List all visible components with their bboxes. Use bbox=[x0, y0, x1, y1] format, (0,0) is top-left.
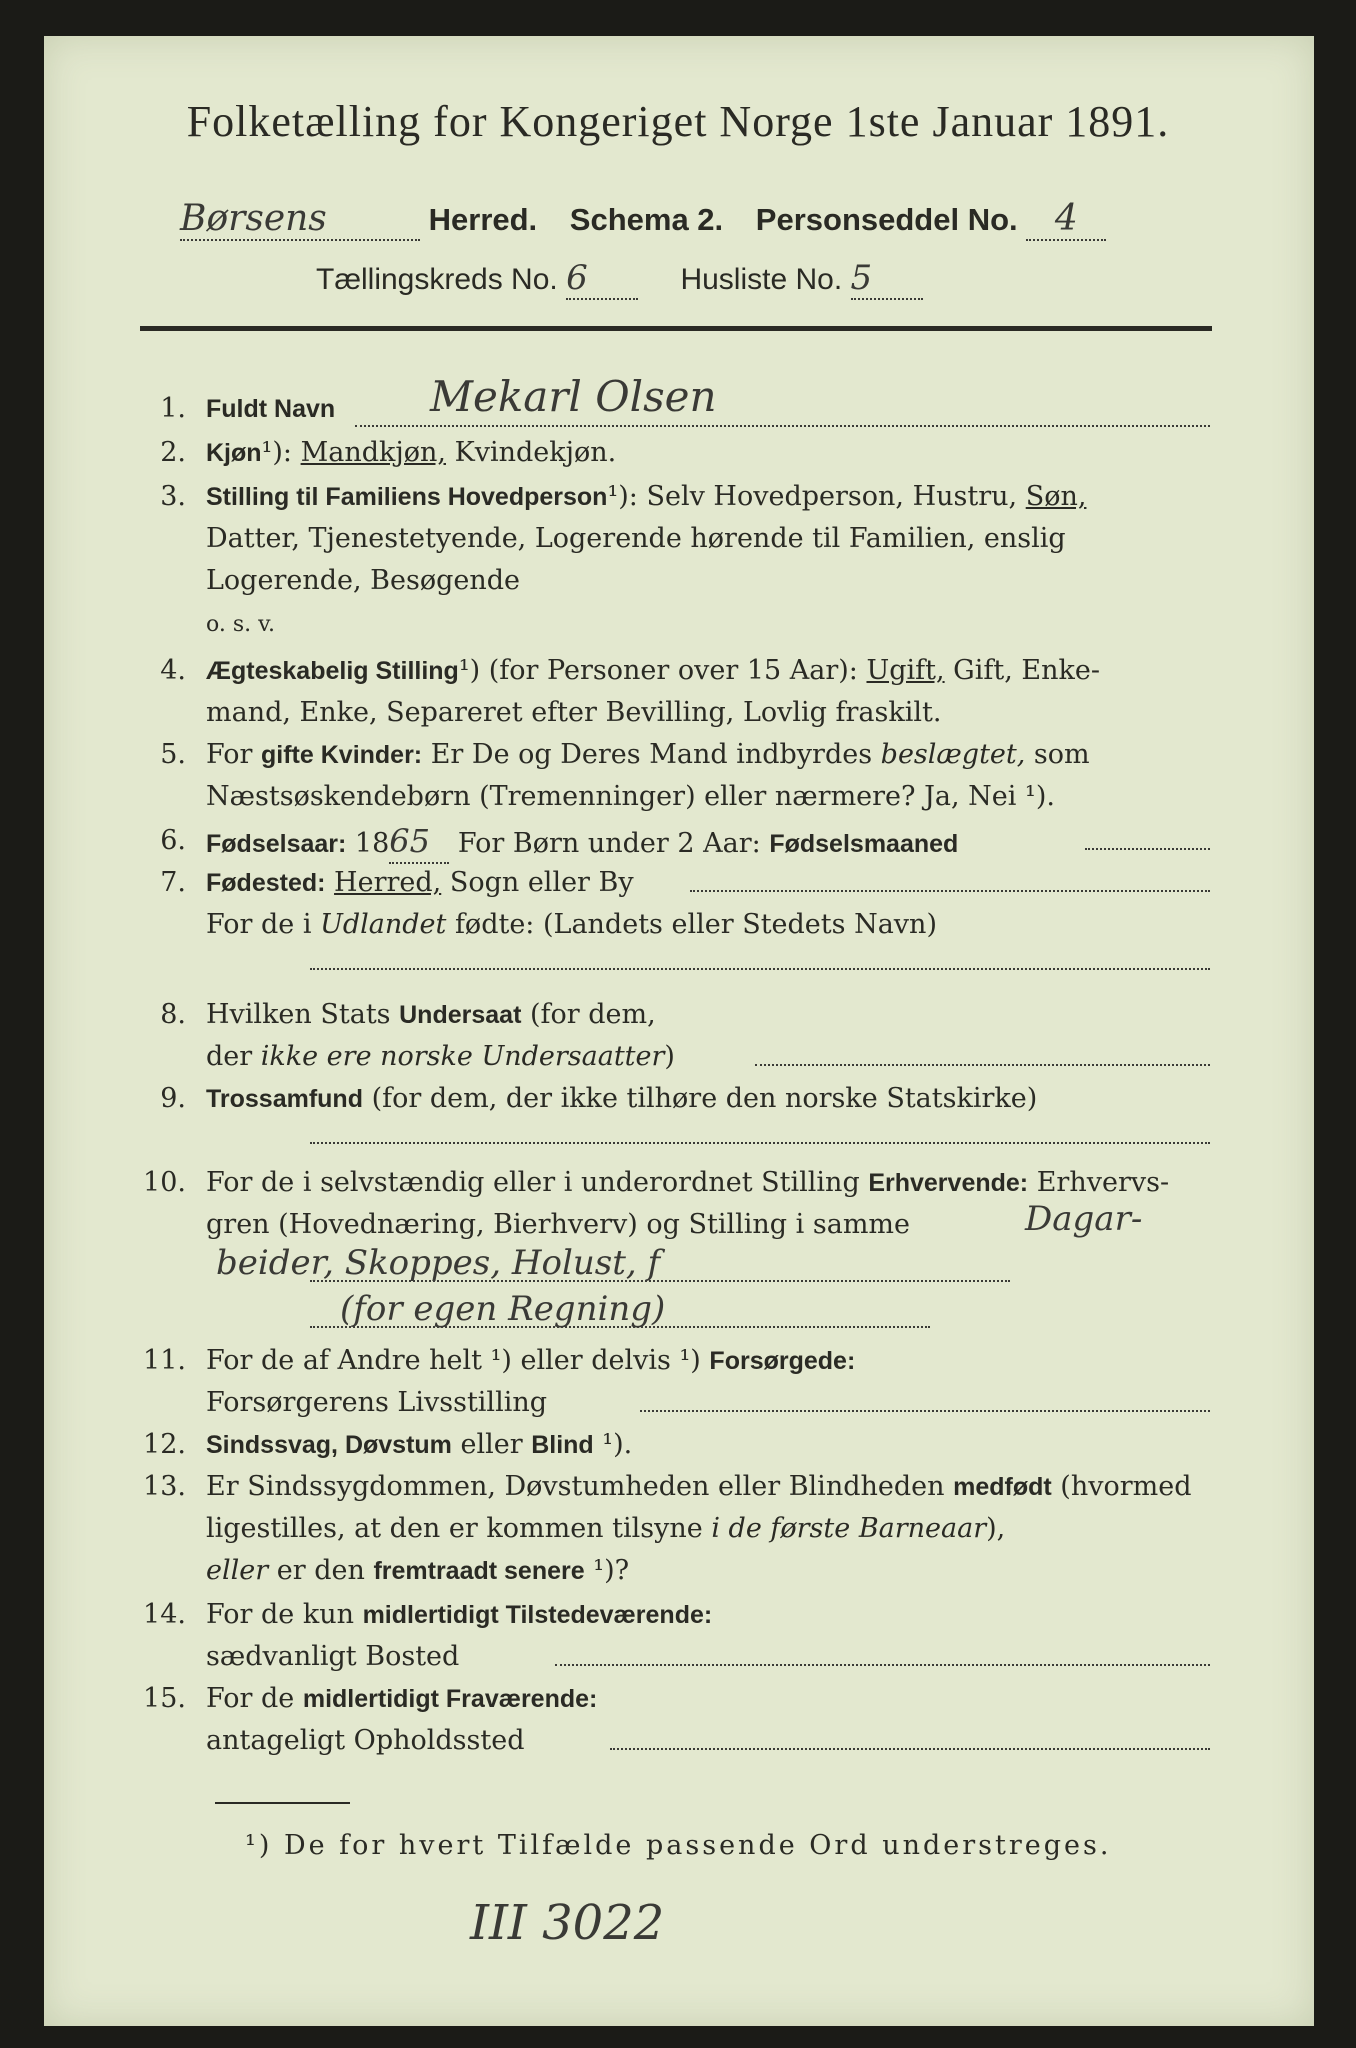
birth-year-value[interactable]: 65 bbox=[389, 820, 449, 864]
field-text: beslægtet, bbox=[880, 739, 1026, 770]
field-text: Forsørgerens Livsstilling bbox=[206, 1387, 548, 1418]
field-text: ¹). bbox=[593, 1429, 633, 1460]
field-text: Datter, Tjenestetyende, Logerende hørende til Familien, enslig bbox=[206, 523, 1066, 554]
birthplace-dotted-line[interactable] bbox=[690, 890, 1210, 892]
field-text: For de af Andre helt ¹) eller delvis ¹) bbox=[206, 1345, 710, 1376]
field-text: Hvilken Stats bbox=[206, 999, 400, 1030]
religion-dotted-line[interactable] bbox=[310, 1142, 1210, 1144]
field-label: Fødselsaar: bbox=[206, 830, 347, 858]
field-text: eller bbox=[451, 1429, 532, 1460]
schema-label: Schema 2. bbox=[569, 202, 724, 237]
field-text: eller bbox=[206, 1555, 269, 1586]
field-text: (for dem, bbox=[521, 999, 656, 1030]
field-text: der bbox=[206, 1041, 261, 1072]
field-number: 13. bbox=[143, 1471, 186, 1502]
field-number: 3. bbox=[160, 481, 186, 512]
herred-value[interactable]: Børsens bbox=[180, 198, 420, 241]
occupation-value-line2[interactable]: beider, Skoppes, Holust, f bbox=[216, 1243, 661, 1283]
field-text: For de i bbox=[206, 909, 321, 940]
husliste-value[interactable]: 5 bbox=[851, 258, 923, 300]
option-ugift-selected[interactable]: Ugift, bbox=[866, 655, 945, 686]
field-text: sædvanligt Bosted bbox=[206, 1641, 460, 1672]
field-text: Logerende, Besøgende bbox=[206, 565, 520, 596]
occupation-dotted-line-2 bbox=[310, 1280, 1010, 1282]
field-label: Forsørgede: bbox=[709, 1347, 856, 1375]
field-text: 18 bbox=[346, 828, 390, 859]
field-label: Fuldt Navn bbox=[206, 395, 336, 423]
supporter-dotted-line[interactable] bbox=[640, 1410, 1210, 1412]
field-text: gren (Hovednæring, Bierhverv) og Stilling i samme bbox=[206, 1209, 911, 1240]
herred-label: Herred. bbox=[428, 202, 538, 237]
kreds-value[interactable]: 6 bbox=[566, 258, 638, 300]
field-number: 7. bbox=[160, 867, 186, 898]
field-text: ¹) (for Personer over 15 Aar): bbox=[458, 655, 867, 686]
field-number: 6. bbox=[160, 825, 186, 856]
usual-residence-dotted-line[interactable] bbox=[555, 1664, 1210, 1666]
field-text: Sogn eller By bbox=[441, 867, 634, 898]
field-text: For de i selvstændig eller i underordnet Stilling bbox=[206, 1167, 869, 1198]
occupation-value-line3[interactable]: (for egen Regning) bbox=[340, 1289, 666, 1329]
field-label: Fødselsmaaned bbox=[769, 830, 959, 858]
field-label: medfødt bbox=[953, 1473, 1052, 1501]
name-dotted-line bbox=[355, 425, 1210, 427]
field-text: er den bbox=[268, 1555, 374, 1586]
occupation-dotted-line-3 bbox=[310, 1326, 930, 1328]
husliste-label: Husliste No. bbox=[680, 263, 843, 296]
field-text: For de kun bbox=[206, 1599, 363, 1630]
citizenship-dotted-line[interactable] bbox=[755, 1064, 1210, 1066]
field-text: o. s. v. bbox=[206, 612, 275, 637]
field-number: 10. bbox=[143, 1167, 186, 1198]
field-text: mand, Enke, Separeret efter Bevilling, Lovlig fraskilt. bbox=[206, 697, 942, 728]
field-text: (for dem, der ikke tilhøre den norske Statskirke) bbox=[362, 1083, 1038, 1114]
birth-month-dotted-line[interactable] bbox=[1085, 848, 1210, 850]
header-rule bbox=[140, 326, 1212, 331]
header-line-herred bbox=[180, 198, 1180, 241]
probable-whereabouts-dotted-line[interactable] bbox=[610, 1748, 1210, 1750]
field-label: Fødested: bbox=[206, 869, 326, 897]
field-text: Gift, Enke- bbox=[944, 655, 1100, 686]
option-kvindekjon[interactable]: Kvindekjøn. bbox=[445, 437, 617, 468]
field-label: Trossamfund bbox=[206, 1085, 363, 1113]
field-text: For Børn under 2 Aar: bbox=[449, 828, 770, 859]
field-text: Er De og Deres Mand indbyrdes bbox=[422, 739, 881, 770]
field-label: Ægteskabelig Stilling bbox=[206, 657, 459, 685]
personseddel-value[interactable]: 4 bbox=[1026, 198, 1106, 241]
field-text: ikke ere norske Undersaatter bbox=[260, 1041, 665, 1072]
footnote-rule bbox=[215, 1802, 350, 1804]
field-text: ), bbox=[986, 1513, 1006, 1544]
field-label: Undersaat bbox=[399, 1001, 522, 1029]
field-number: 12. bbox=[143, 1429, 186, 1460]
form-title: Folketælling for Kongeriget Norge 1ste Januar 1891. bbox=[186, 97, 1170, 146]
field-text: ligestilles, at den er kommen tilsyne bbox=[206, 1513, 712, 1544]
field-number: 2. bbox=[160, 437, 186, 468]
field-text: For de bbox=[206, 1683, 303, 1714]
field-text: Erhvervs- bbox=[1028, 1167, 1170, 1198]
field-text: som bbox=[1025, 739, 1090, 770]
field-text: fødte: (Landets eller Stedets Navn) bbox=[446, 909, 937, 940]
full-name-value[interactable]: Mekarl Olsen bbox=[430, 372, 717, 421]
archive-mark: III 3022 bbox=[470, 1895, 665, 1951]
field-label: midlertidigt Fraværende: bbox=[302, 1685, 598, 1713]
field-number: 11. bbox=[143, 1345, 186, 1376]
footnote: ¹) De for hvert Tilfælde passende Ord understreges. bbox=[245, 1830, 1112, 1861]
field-text: Næstsøskendebørn (Tremenninger) eller nærmere? Ja, Nei ¹). bbox=[206, 781, 1055, 812]
foreign-birthplace-dotted-line[interactable] bbox=[310, 968, 1210, 970]
field-text: ¹): Selv Hovedperson, Hustru, bbox=[607, 481, 1026, 512]
field-label: gifte Kvinder: bbox=[261, 741, 423, 769]
field-text: Er Sindssygdommen, Døvstumheden eller Blindheden bbox=[206, 1471, 954, 1502]
header-line-kreds bbox=[316, 258, 1316, 300]
field-label: Kjøn bbox=[206, 439, 262, 467]
field-text: ¹)? bbox=[584, 1555, 630, 1586]
footnote-ref: ¹): bbox=[261, 437, 301, 468]
field-label: fremtraadt senere bbox=[373, 1557, 585, 1585]
field-number: 9. bbox=[160, 1083, 186, 1114]
field-label: midlertidigt Tilstedeværende: bbox=[362, 1601, 713, 1629]
field-number: 5. bbox=[160, 739, 186, 770]
field-text: i de første Barneaar bbox=[711, 1513, 987, 1544]
field-number: 14. bbox=[143, 1599, 186, 1630]
field-number: 15. bbox=[143, 1683, 186, 1714]
field-number: 8. bbox=[160, 999, 186, 1030]
option-son-selected[interactable]: Søn, bbox=[1025, 481, 1087, 512]
field-text: ) bbox=[664, 1041, 675, 1072]
kreds-label: Tællingskreds No. bbox=[316, 263, 558, 296]
field-label: Sindssvag, Døvstum bbox=[206, 1431, 452, 1459]
option-herred-selected[interactable]: Herred, bbox=[334, 867, 442, 898]
field-label: Stilling til Familiens Hovedperson bbox=[206, 483, 608, 511]
personseddel-label: Personseddel No. bbox=[755, 202, 1018, 237]
field-text: antageligt Opholdssted bbox=[206, 1725, 525, 1756]
field-text: For bbox=[206, 739, 262, 770]
field-label: Erhvervende: bbox=[868, 1169, 1029, 1197]
field-text: Udlandet bbox=[320, 909, 447, 940]
field-text: (hvormed bbox=[1051, 1471, 1192, 1502]
field-label: Blind bbox=[531, 1431, 594, 1459]
field-number: 1. bbox=[160, 393, 186, 424]
field-number: 4. bbox=[160, 655, 186, 686]
option-mandkjon-selected[interactable]: Mandkjøn, bbox=[300, 437, 446, 468]
occupation-value-line1[interactable]: Dagar- bbox=[1025, 1199, 1143, 1239]
